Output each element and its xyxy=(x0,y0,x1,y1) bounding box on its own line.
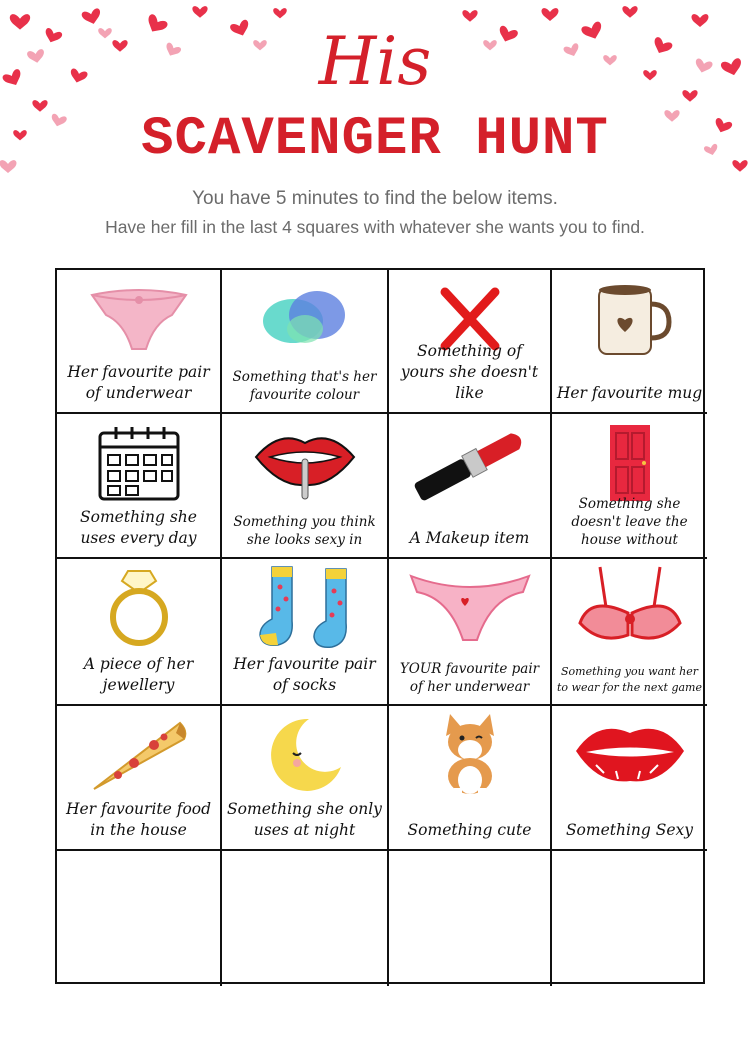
kiss-icon xyxy=(552,712,707,798)
empty-square xyxy=(389,851,552,986)
pink-thong-icon xyxy=(389,565,550,651)
lipstick-icon xyxy=(389,420,550,506)
grid-cell xyxy=(552,559,707,706)
item-label: A piece of her jewellery xyxy=(83,655,194,694)
item-label: Something she only uses at night xyxy=(227,800,382,839)
item-label: Something she doesn't leave the house without xyxy=(571,496,688,548)
item-label: Something that's her favourite colour xyxy=(232,369,377,403)
item-label: Her favourite pair of socks xyxy=(233,655,376,694)
grid-cell xyxy=(389,270,552,414)
page-title: SCAVENGER HUNT xyxy=(141,109,609,170)
grid-cell xyxy=(389,559,552,706)
grid-cell xyxy=(57,270,222,414)
subtitle-instructions: You have 5 minutes to find the below items. xyxy=(192,188,558,209)
item-label: Something you think she looks sexy in xyxy=(233,514,376,548)
grid-cell xyxy=(57,559,222,706)
corgi-icon xyxy=(389,712,550,798)
grid-cell xyxy=(222,270,389,414)
item-label: Her favourite food in the house xyxy=(65,800,212,839)
item-label: Her favourite mug xyxy=(556,384,703,402)
empty-square xyxy=(552,851,707,986)
item-label: Something cute xyxy=(407,821,532,839)
moon-icon xyxy=(222,712,387,798)
grid-cell xyxy=(222,414,389,559)
item-label: Something she uses every day xyxy=(80,508,197,547)
ring-icon xyxy=(57,565,220,651)
calendar-icon xyxy=(57,420,220,506)
lips-icon xyxy=(222,420,387,506)
item-label: A Makeup item xyxy=(409,529,530,547)
grid-cell xyxy=(222,559,389,706)
pink-underwear-icon xyxy=(57,276,220,362)
door-icon xyxy=(552,420,707,506)
pizza-icon xyxy=(57,712,220,798)
grid-cell xyxy=(552,414,707,559)
title-script: His xyxy=(318,23,432,100)
item-label: Her favourite pair of underwear xyxy=(67,363,210,402)
bra-icon xyxy=(552,565,707,651)
item-label: YOUR favourite pair of her underwear xyxy=(399,661,540,695)
mug-icon xyxy=(552,276,707,362)
empty-square xyxy=(57,851,222,986)
grid-cell xyxy=(222,706,389,851)
item-label: Something you want her to wear for the next game xyxy=(557,665,702,694)
grid-cell xyxy=(389,706,552,851)
item-label: Something of yours she doesn't like xyxy=(400,342,539,402)
scavenger-grid xyxy=(55,268,705,984)
grid-cell xyxy=(552,270,707,414)
subtitle-note: Have her fill in the last 4 squares with whatever she wants you to find. xyxy=(105,217,645,237)
grid-cell xyxy=(57,414,222,559)
empty-square xyxy=(222,851,389,986)
socks-icon xyxy=(222,565,387,651)
item-label: Something Sexy xyxy=(565,821,694,839)
grid-cell xyxy=(57,706,222,851)
grid-cell xyxy=(552,706,707,851)
color-splash-icon xyxy=(222,276,387,362)
grid-cell xyxy=(389,414,552,559)
